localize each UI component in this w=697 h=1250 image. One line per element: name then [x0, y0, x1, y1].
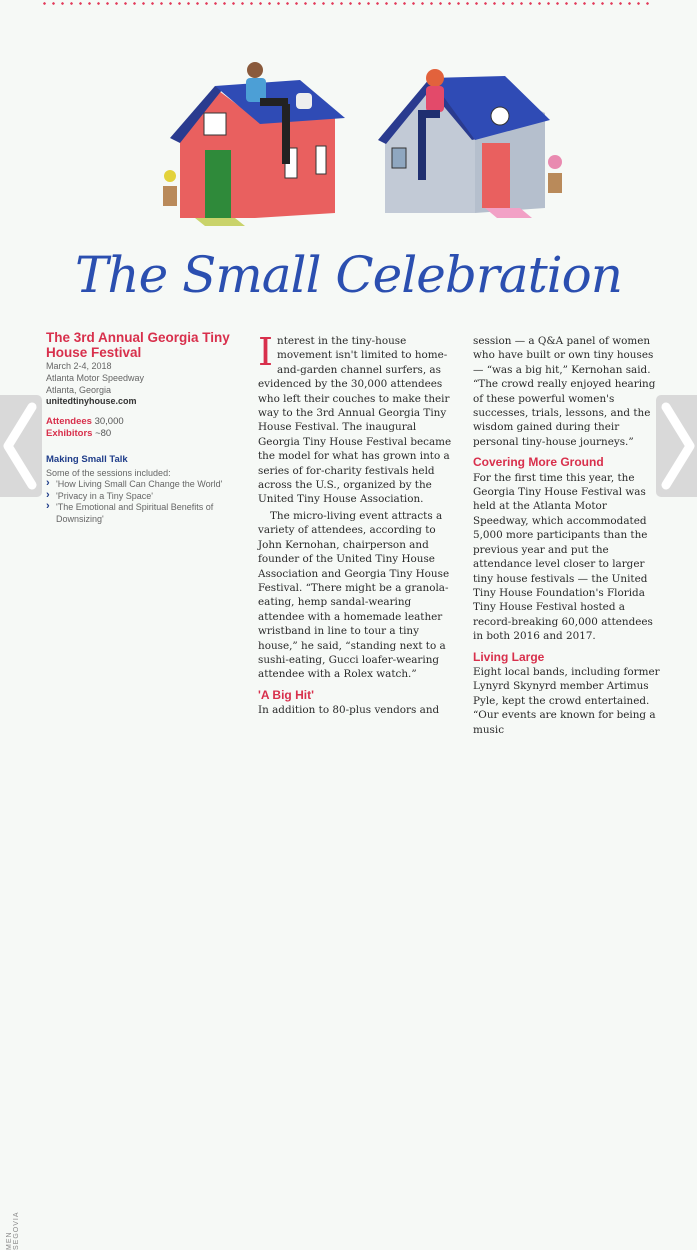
article-column-1 [258, 330, 458, 718]
session-list [46, 479, 236, 525]
paragraph-1-text: nterest in the tiny-house movement isn't limited to home-and-garden channel surfers, as evidenced by the 30,000 attendees who left their couches to make their way to the 3rd Annual Georgia Tiny House Festival. The inaugural Georgia Tiny House Festival became the model for what has grown into a series of for-charity festivals held across the U.S., organized by the United Tiny House Association. [258, 335, 452, 506]
paragraph-2: The micro-living event attracts a variety of attendees, according to John Kernohan, chairperson and founder of the United Tiny House Association and Georgia Tiny House Festival. “There might be a granola-eating, hemp sandal-wearing attendee with a homemade leather wristband in line to tour a tiny house,” he said, “standing next to a sushi-eating, Gucci loafer-wearing attendee with a Rolex watch.” [258, 509, 450, 681]
attendees-value: 30,000 [94, 416, 124, 427]
chevron-left-icon [0, 395, 42, 497]
drop-cap: I [258, 330, 274, 374]
event-venue: Atlanta Motor Speedway [46, 373, 145, 383]
paragraph-6: Eight local bands, including former Lynyrd Skynyrd member Artimus Pyle, kept the crowd entertained. “Our events are known for being a music [473, 665, 660, 736]
article-paragraph [258, 330, 458, 507]
top-dotted-border [40, 2, 650, 5]
page-title: The Small Celebration [75, 246, 622, 304]
chevron-right-icon [656, 395, 697, 497]
illustration-credit: MEN SEGOVIA [6, 1211, 20, 1250]
event-city: Atlanta, Georgia [46, 385, 112, 395]
section-heading-covering: Covering More Ground [473, 455, 604, 470]
sidebar-heading: The 3rd Annual Georgia Tiny House Festival [46, 330, 230, 360]
exhibitors-label: Exhibitors [46, 428, 93, 439]
next-page-button[interactable] [656, 395, 697, 497]
section-heading-living: Living Large [473, 649, 545, 664]
talk-heading: Making Small Talk [46, 454, 128, 465]
grey-house [378, 76, 562, 218]
event-date: March 2-4, 2018 [46, 361, 112, 371]
section-heading-big-hit: 'A Big Hit' [258, 687, 314, 702]
event-url[interactable]: unitedtinyhouse.com [46, 396, 137, 406]
paragraph-5: For the first time this year, the Georgia Tiny House Festival was held at the Atlanta Motor Speedway, which accommodated 5,000 more participants than the previous year and put the attendance level closer to larger tiny house festivals — the United Tiny House Foundation's Florida Tiny House Festival hosted a record-breaking 60,000 attendees in both 2016 and 2017. [473, 471, 653, 643]
session-item: › 'The Emotional and Spiritual Benefits of Downsizing' [46, 502, 236, 525]
event-stats [46, 416, 236, 440]
paragraph-4: session — a Q&A panel of women who have built or own tiny houses — “was a big hit,” Kernohan said. “The crowd really enjoyed hearing of these powerful women's successes, trials, lessons, and the wisdom gained during their personal tiny-house journeys.” [473, 335, 656, 448]
illustration-credit-area [2, 610, 20, 1250]
event-sidebar [46, 330, 236, 525]
session-item: › 'Privacy in a Tiny Space' [46, 491, 236, 503]
exhibitors-value: ~80 [95, 428, 112, 439]
previous-page-button[interactable] [0, 395, 42, 497]
session-item: › 'How Living Small Can Change the World' [46, 479, 236, 491]
article-column-2 [473, 334, 665, 737]
talk-intro: Some of the sessions included: [46, 468, 171, 478]
tiny-houses-illustration [160, 58, 580, 228]
attendees-label: Attendees [46, 416, 92, 427]
paragraph-3: In addition to 80-plus vendors and [258, 704, 440, 717]
